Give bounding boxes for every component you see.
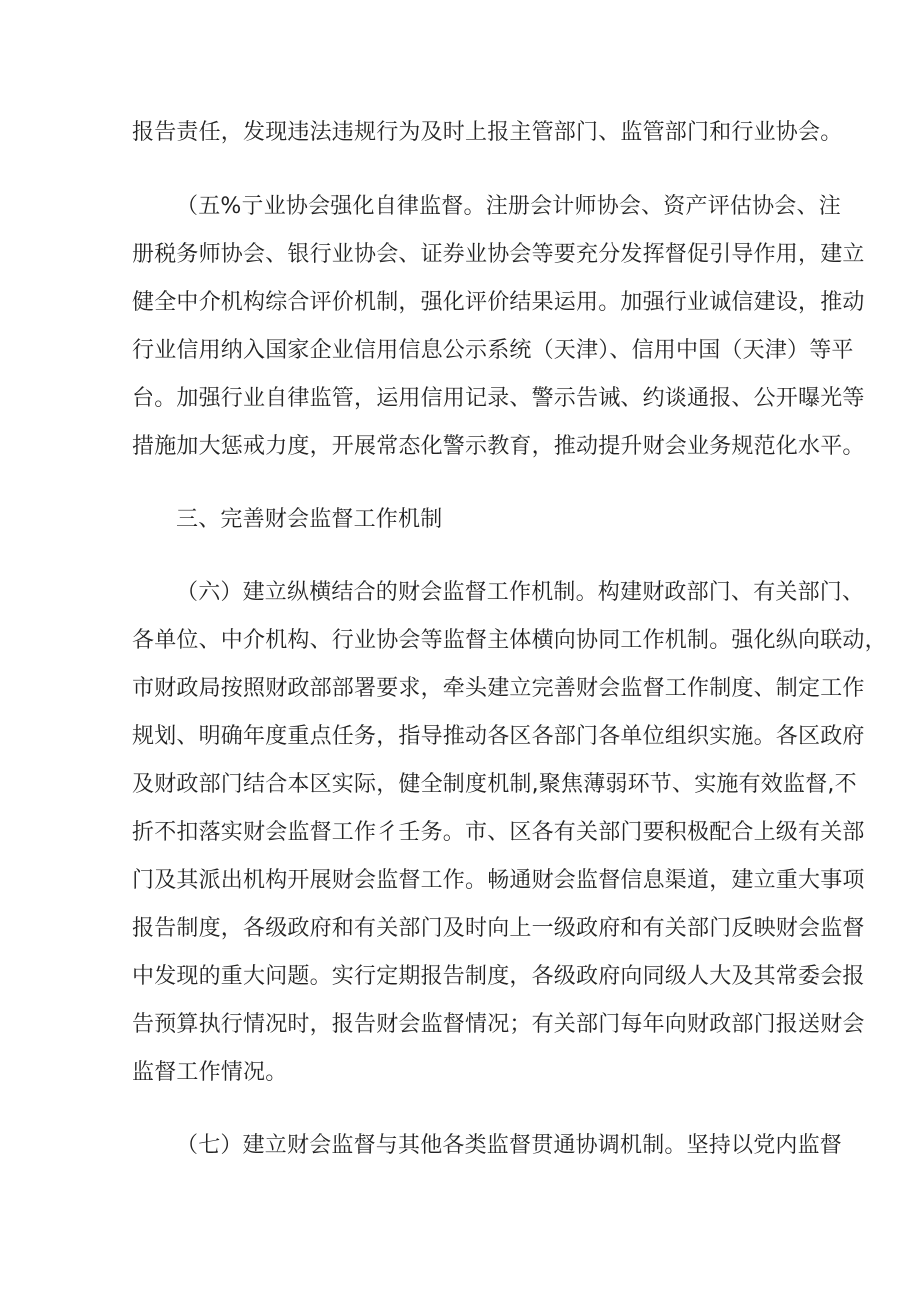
paragraph-line: 规划、明确年度重点任务，指导推动各区各部门各单位组织实施。各区政府 xyxy=(132,724,865,749)
paragraph-line: 各单位、中介机构、行业协会等监督主体横向协同工作机制。强化纵向联动， xyxy=(132,628,887,653)
paragraph-line: （五%亍业协会强化自律监督。注册会计师协会、资产评估协会、注 xyxy=(176,194,841,219)
paragraph-line: 措施加大惩戒力度，开展常态化警示教育，推动提升财会业务规范化水平。 xyxy=(132,434,865,459)
paragraph-line: 报告制度，各级政府和有关部门及时向上一级政府和有关部门反映财会监督 xyxy=(132,916,865,941)
paragraph-line: 监督工作情况。 xyxy=(132,1060,288,1085)
section-heading: 三、完善财会监督工作机制 xyxy=(176,507,443,532)
paragraph-line: 台。加强行业自律监管，运用信用记录、警示告诫、约谈通报、公开曝光等 xyxy=(132,386,865,411)
paragraph-line: 册税务师协会、银行业协会、证券业协会等要充分发挥督促引导作用，建立 xyxy=(132,242,865,267)
paragraph-line: 市财政局按照财政部部署要求，牵头建立完善财会监督工作制度、制定工作 xyxy=(132,676,865,701)
paragraph-line: 中发现的重大问题。实行定期报告制度，各级政府向同级人大及其常委会报 xyxy=(132,964,865,989)
paragraph-line: （七）建立财会监督与其他各类监督贯通协调机制。坚持以党内监督 xyxy=(176,1133,843,1158)
paragraph-line: 行业信用纳入国家企业信用信息公示系统（天津）、信用中国（天津）等平 xyxy=(132,338,854,363)
paragraph-line: 折不扣落实财会监督工作彳壬务。市、区各有关部门要积极配合上级有关部 xyxy=(132,820,865,845)
paragraph-line: 报告责任，发现违法违规行为及时上报主管部门、监管部门和行业协会。 xyxy=(132,120,843,145)
paragraph-line: 门及其派出机构开展财会监督工作。畅通财会监督信息渠道，建立重大事项 xyxy=(132,868,865,893)
paragraph-line: 告预算执行情况时，报告财会监督情况；有关部门每年向财政部门报送财会 xyxy=(132,1012,865,1037)
paragraph-line: 健全中介机构综合评价机制，强化评价结果运用。加强行业诚信建设，推动 xyxy=(132,290,865,315)
paragraph-line: 及财政部门结合本区实际，健全制度机制,聚焦薄弱环节、实施有效监督,不 xyxy=(132,772,857,797)
paragraph-line: （六）建立纵横结合的财会监督工作机制。构建财政部门、有关部门、 xyxy=(176,580,865,605)
